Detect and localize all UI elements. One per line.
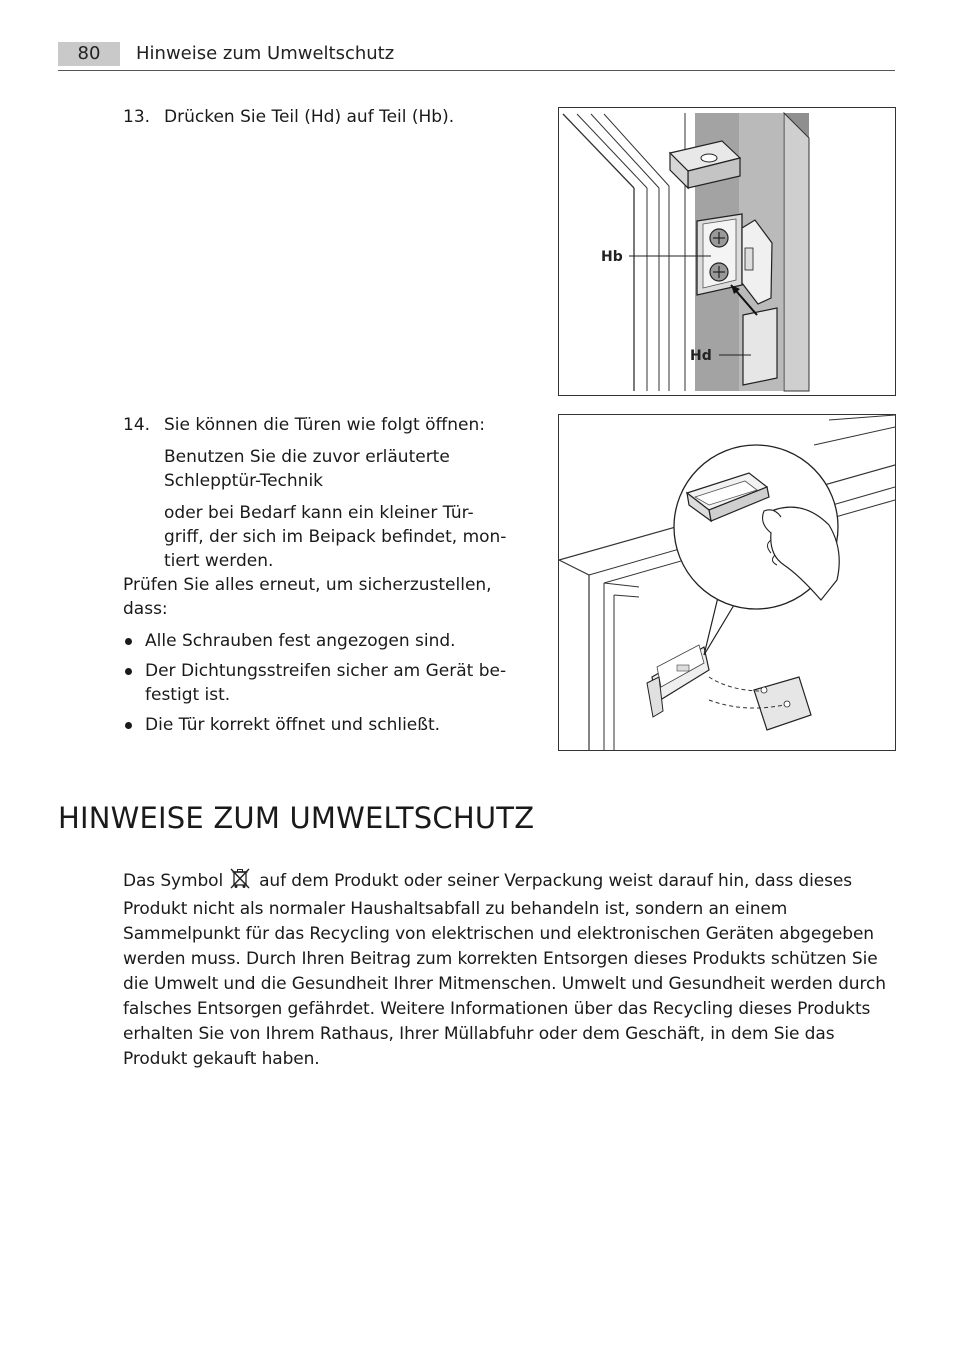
step-13-text: Drücken Sie Teil (Hd) auf Teil (Hb). <box>164 107 455 127</box>
check-item-seal: Der Dichtungsstreifen sicher am Gerät be-festigt ist. <box>123 659 513 707</box>
door-handle-illustration <box>559 415 895 750</box>
option-door-handle: oder bei Bedarf kann ein kleiner Tür-griff, der sich im Beipack befindet, mon-tiert werden. <box>164 503 507 571</box>
env-text-after-icon: auf dem Produkt oder seiner Verpackung weist darauf hin, dass dieses Produkt nicht als normaler Haushaltsabfall zu behandeln ist, sondern an einem Sammelpunkt für das Recycling von elektrischen und elektronischen Geräten abgegeben werden muss. Durch Ihren Beitrag zum korrekten Entsorgen dieses Produkts schützen Sie die Umwelt und die Gesundheit Ihrer Mitmenschen. Umwelt und Gesundheit werden durch falsches Entsorgen gefährdet. Weitere Informationen über das Recycling dieses Produkts erhalten Sie von Ihrem Rathaus, Ihrer Müllabfuhr oder dem Geschäft, in dem Sie das Produkt gekauft haben. <box>123 871 886 1069</box>
check-list <box>123 629 513 737</box>
page-header <box>58 40 895 71</box>
crossed-out-wheelie-bin-icon <box>229 867 251 897</box>
step-14-text: Sie können die Türen wie folgt öffnen: <box>164 415 485 435</box>
label-hb: Hb <box>601 249 623 265</box>
env-text-before-icon: Das Symbol <box>123 871 224 891</box>
check-item-screws: Alle Schrauben fest angezogen sind. <box>123 629 513 653</box>
environment-paragraph <box>123 867 893 1072</box>
section-title-environment: HINWEISE ZUM UMWELTSCHUTZ <box>58 801 535 835</box>
step-13 <box>123 105 513 129</box>
check-intro: Prüfen Sie alles erneut, um sicherzustellen, dass: <box>123 575 492 619</box>
step-14 <box>123 413 513 743</box>
check-item-door: Die Tür korrekt öffnet und schließt. <box>123 713 513 737</box>
figure-door-handle <box>558 414 896 751</box>
step-13-number: 13. <box>123 107 151 127</box>
header-section-title: Hinweise zum Umweltschutz <box>136 43 395 64</box>
option-drag-door: Benutzen Sie die zuvor erläuterte Schlepptür-Technik <box>164 447 450 491</box>
figure-hinge-parts <box>558 107 896 396</box>
page-number: 80 <box>58 42 120 66</box>
label-hd: Hd <box>690 348 712 364</box>
step-14-number: 14. <box>123 415 151 435</box>
hinge-illustration <box>559 108 895 395</box>
